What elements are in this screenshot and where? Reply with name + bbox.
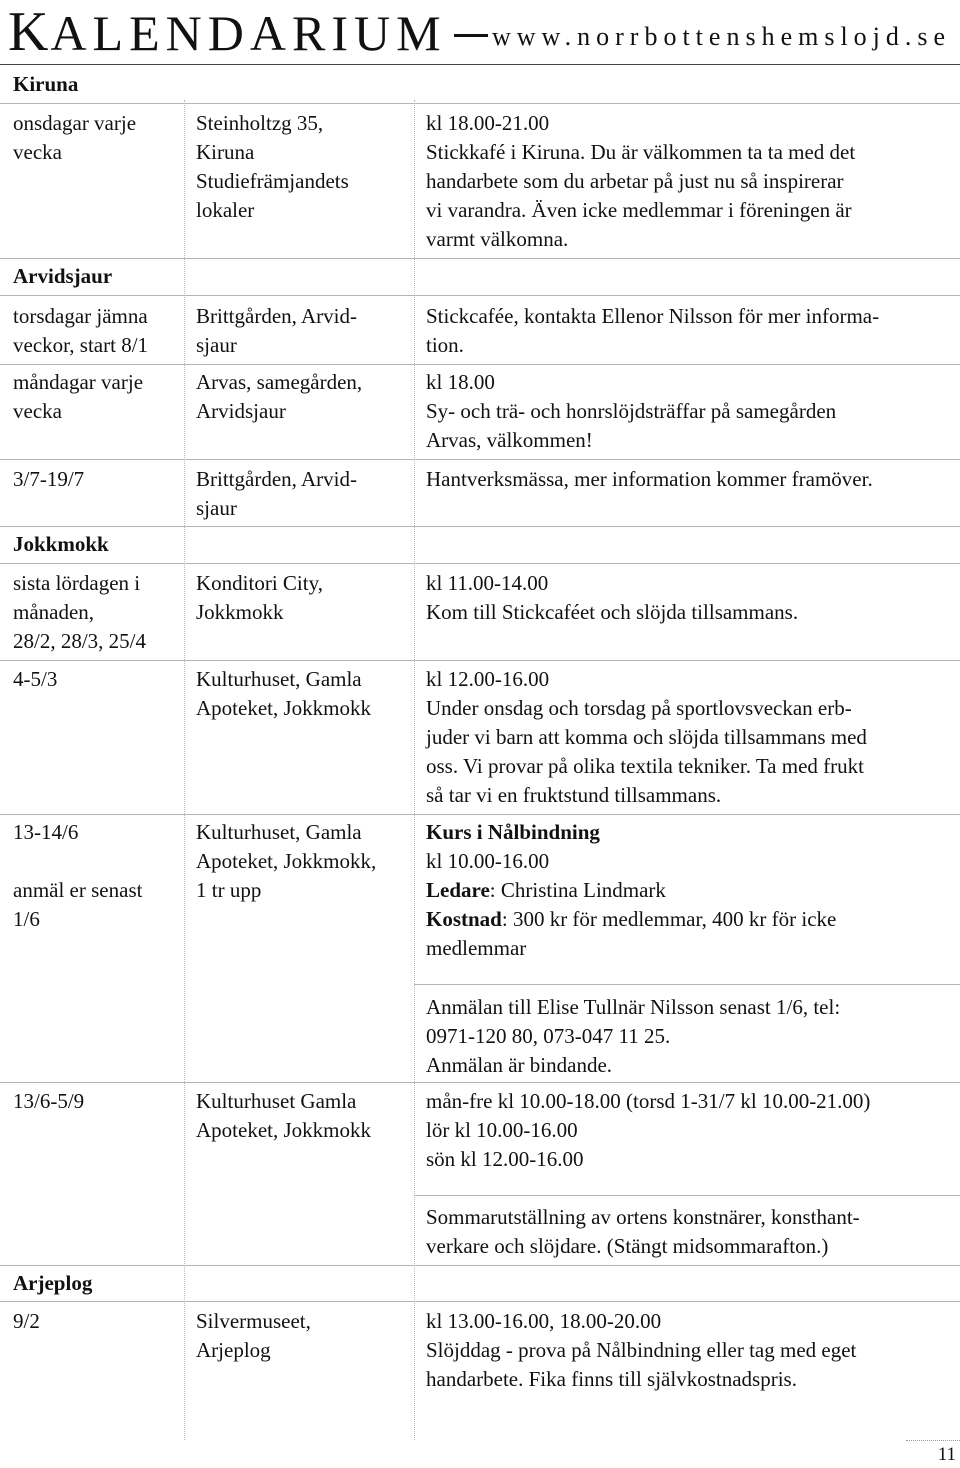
event-description: kl 11.00-14.00 Kom till Stickcaféet och slöjda tillsammans. (426, 571, 799, 624)
event-when: 13/6-5/9 (13, 1089, 85, 1113)
footer-rule (906, 1440, 960, 1441)
event-when: 13-14/6 anmäl er senast 1/6 (13, 820, 143, 931)
region-arjeplog: Arjeplog (13, 1271, 93, 1295)
event-description: kl 12.00-16.00 Under onsdag och torsdag på sportlovsveckan erb- juder vi barn att komma och slöjda tillsammans med oss. Vi provar på olika textila tekniker. Ta med frukt så tar vi en fruktstund tillsammans. (426, 667, 867, 807)
row-divider (0, 364, 960, 365)
row-divider (0, 1265, 960, 1266)
event-when: måndagar varje vecka (13, 370, 144, 423)
page-title (8, 1, 447, 63)
course-title: Kurs i Nålbindning (426, 820, 600, 844)
row-divider (414, 984, 960, 985)
row-divider (0, 295, 960, 296)
event-where: Brittgården, Arvid- sjaur (196, 467, 357, 520)
event-description: kl 18.00 Sy- och trä- och honrslöjdsträffar på samegården Arvas, välkommen! (426, 370, 837, 452)
row-divider (0, 459, 960, 460)
event-where: Steinholtzg 35, Kiruna Studiefrämjandets lokaler (196, 111, 349, 222)
event-where: Kulturhuset, Gamla Apoteket, Jokkmokk, 1 tr upp (196, 820, 377, 902)
row-divider (0, 563, 960, 564)
event-description: kl 18.00-21.00 Stickkafé i Kiruna. Du är välkommen ta ta med det handarbete som du arbetar på just nu så inspirerar vi varandra. Även icke medlemmar i föreningen är varmt välkomna. (426, 111, 856, 251)
page-header (8, 0, 960, 62)
event-description: kl 13.00-16.00, 18.00-20.00 Slöjddag - prova på Nålbindning eller tag med eget handarbete. Fika finns till självkostnadspris. (426, 1309, 857, 1391)
event-when: 9/2 (13, 1309, 40, 1333)
row-divider (0, 526, 960, 527)
row-divider (0, 258, 960, 259)
event-where: Kulturhuset Gamla Apoteket, Jokkmokk (196, 1089, 371, 1142)
title-rest: ALENDARIUM (50, 5, 447, 61)
column-divider (414, 100, 415, 1440)
event-when: torsdagar jämna veckor, start 8/1 (13, 304, 149, 357)
signup-info: Anmälan till Elise Tullnär Nilsson senast 1/6, tel: 0971-120 80, 073-047 11 25. Anmälan är bindande. (426, 995, 841, 1077)
cost-label: Kostnad (426, 907, 502, 931)
event-where: Silvermuseet, Arjeplog (196, 1309, 311, 1362)
region-arvidsjaur: Arvidsjaur (13, 264, 113, 288)
page-number: 11 (937, 1444, 956, 1465)
row-divider (0, 1082, 960, 1083)
event-when: 3/7-19/7 (13, 467, 85, 491)
row-divider (414, 1195, 960, 1196)
event-description: Kurs i Nålbindning kl 10.00-16.00 Ledare: Christina Lindmark Kostnad: 300 kr för medlemmar, 400 kr för icke medlemmar (426, 820, 837, 960)
row-divider (0, 1301, 960, 1302)
event-when: sista lördagen i månaden, 28/2, 28/3, 25/4 (13, 571, 147, 653)
column-divider (184, 100, 185, 1440)
region-jokkmokk: Jokkmokk (13, 532, 109, 556)
event-description: Hantverksmässa, mer information kommer framöver. (426, 467, 873, 491)
row-divider (0, 103, 960, 104)
event-when: 4-5/3 (13, 667, 58, 691)
event-when: onsdagar varje vecka (13, 111, 137, 164)
event-where: Konditori City, Jokkmokk (196, 571, 323, 624)
event-description: Stickcafée, kontakta Ellenor Nilsson för mer informa- tion. (426, 304, 880, 357)
leader-label: Ledare (426, 878, 490, 902)
website-url[interactable]: www.norrbottenshemslojd.se (492, 22, 952, 51)
event-where: Arvas, samegården, Arvidsjaur (196, 370, 363, 423)
row-divider (0, 660, 960, 661)
event-where: Kulturhuset, Gamla Apoteket, Jokkmokk (196, 667, 371, 720)
row-divider (0, 814, 960, 815)
event-description: Sommarutställning av ortens konstnärer, konsthant- verkare och slöjdare. (Stängt midsommarafton.) (426, 1205, 860, 1258)
title-dash (454, 34, 488, 37)
header-divider (0, 64, 960, 65)
event-opening-hours: mån-fre kl 10.00-18.00 (torsd 1-31/7 kl 10.00-21.00) lör kl 10.00-16.00 sön kl 12.00-16.00 (426, 1089, 871, 1171)
region-kiruna: Kiruna (13, 72, 79, 96)
event-where: Brittgården, Arvid- sjaur (196, 304, 357, 357)
title-initial: K (8, 1, 51, 63)
